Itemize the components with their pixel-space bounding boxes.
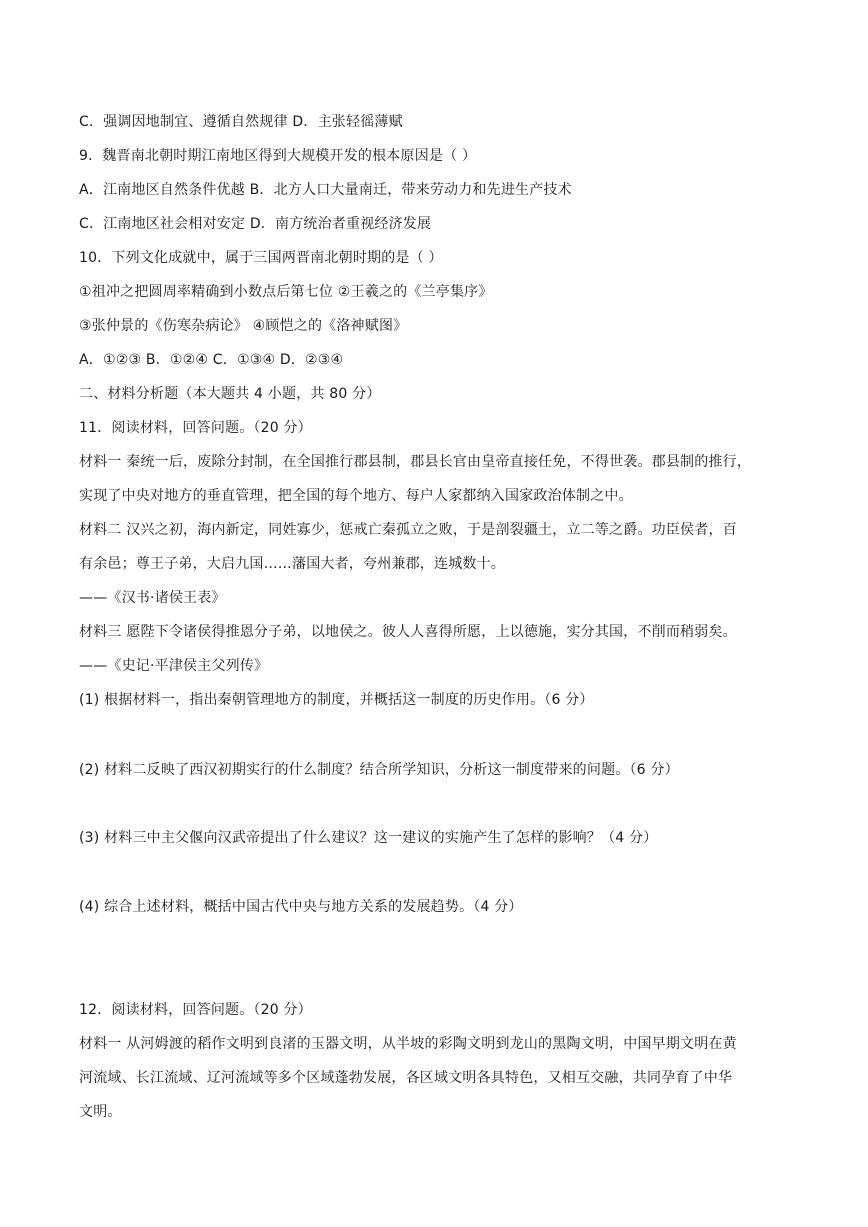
material-3-source: ——《史记·平津侯主父列传》 [79, 658, 269, 674]
sub-question-3: (3) 材料三中主父偃向汉武帝提出了什么建议？这一建议的实施产生了怎样的影响？（4 分） [79, 830, 658, 846]
sub-question-4: (4) 综合上述材料，概括中国古代中央与地方关系的发展趋势。（4 分） [79, 899, 523, 915]
question-9-options-c-d: C．江南地区社会相对安定 D．南方统治者重视经济发展 [79, 216, 432, 232]
material-2-line-1: 材料二 汉兴之初，海内新定，同姓寡少，惩戒亡秦孤立之败，于是剖裂疆土，立二等之爵。功臣侯者，百 [79, 522, 737, 538]
q12-material-1-line-1: 材料一 从河姆渡的稻作文明到良渚的玉器文明，从半坡的彩陶文明到龙山的黑陶文明，中国早期文明在黄 [79, 1036, 737, 1052]
q12-material-1-line-2: 河流域、长江流域、辽河流域等多个区域蓬勃发展，各区域文明各具特色，又相互交融，共同孕育了中华 [79, 1070, 733, 1086]
material-1-line-2: 实现了中央对地方的垂直管理，把全国的每个地方、每户人家都纳入国家政治体制之中。 [79, 488, 633, 504]
question-10-options: A．①②③ B．①②④ C．①③④ D．②③④ [79, 352, 344, 368]
question-12-stem: 12．阅读材料，回答问题。（20 分） [79, 1002, 312, 1018]
q12-material-1-line-3: 文明。 [79, 1104, 122, 1120]
question-10-items-3-4: ③张仲景的《伤寒杂病论》 ④顾恺之的《洛神赋图》 [79, 318, 408, 334]
section-2-heading: 二、材料分析题（本大题共 4 小题，共 80 分） [79, 386, 381, 402]
material-1-line-1: 材料一 秦统一后，废除分封制，在全国推行郡县制，郡县长官由皇帝直接任免，不得世袭。郡县制的推行， [79, 454, 752, 470]
question-10-stem: 10．下列文化成就中，属于三国两晋南北朝时期的是（ ） [79, 250, 443, 266]
question-9-options-a-b: A．江南地区自然条件优越 B．北方人口大量南迁，带来劳动力和先进生产技术 [79, 182, 572, 198]
material-2-source: ——《汉书·诸侯王表》 [79, 590, 226, 606]
option-line-c-d-q8: C．强调因地制宜、遵循自然规律 D．主张轻徭薄赋 [79, 114, 403, 130]
question-11-stem: 11．阅读材料，回答问题。（20 分） [79, 420, 312, 436]
sub-question-1: (1) 根据材料一，指出秦朝管理地方的制度，并概括这一制度的历史作用。（6 分） [79, 692, 594, 708]
material-3-line-1: 材料三 愿陛下令诸侯得推恩分子弟，以地侯之。彼人人喜得所愿，上以德施，实分其国，不削而稍弱矣。 [79, 624, 737, 640]
material-2-line-2: 有余邑；尊王子弟，大启九国……藩国大者，夸州兼郡，连城数十。 [79, 556, 505, 572]
question-9-stem: 9．魏晋南北朝时期江南地区得到大规模开发的根本原因是（ ） [79, 148, 477, 164]
question-10-items-1-2: ①祖冲之把圆周率精确到小数点后第七位 ②王羲之的《兰亭集序》 [79, 284, 493, 300]
sub-question-2: (2) 材料二反映了西汉初期实行的什么制度？结合所学知识，分析这一制度带来的问题。（6 分） [79, 762, 679, 778]
